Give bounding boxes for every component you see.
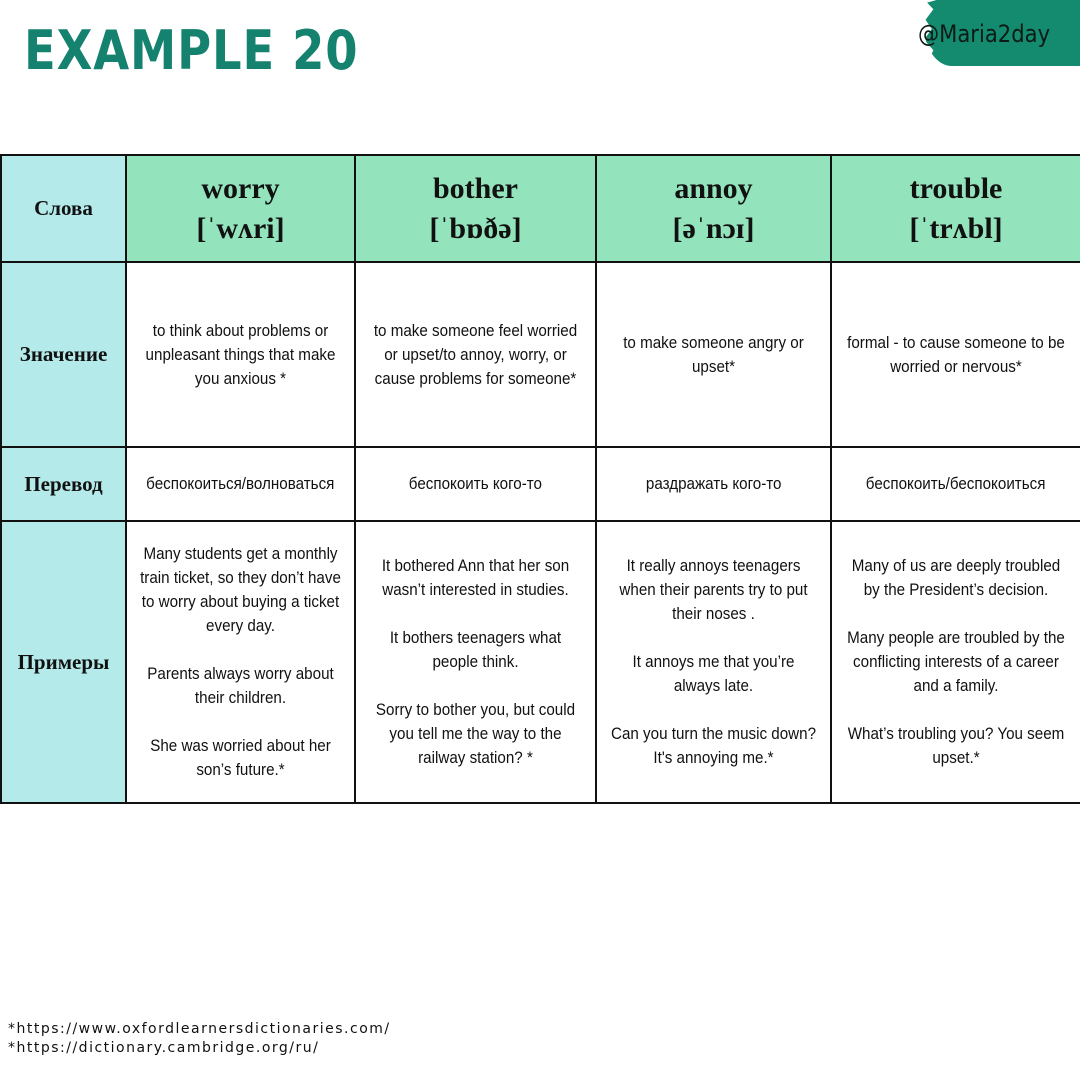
- page-title: EXAMPLE 20: [24, 19, 359, 82]
- column-transcription: [ˈwʌri]: [196, 211, 285, 245]
- author-handle: @Maria2day: [917, 20, 1050, 48]
- table-cell: [355, 521, 596, 803]
- table-cell: [126, 447, 355, 521]
- column-word: bother: [433, 171, 518, 205]
- column-word: worry: [201, 171, 280, 205]
- table-row-meaning: [1, 262, 1080, 447]
- cell-text: беспокоить кого-то: [408, 475, 543, 493]
- cell-text: It really annoys teenagers when their parents try to put their noses . It annoys me that you’re always late. Can you turn the music down? It's annoying me.*: [610, 557, 817, 767]
- column-header-bother: [355, 155, 596, 262]
- column-transcription: [əˈnɔɪ]: [672, 211, 755, 245]
- table-cell: [596, 447, 831, 521]
- corner-label: Слова: [1, 155, 126, 262]
- cell-text: It bothered Ann that her son wasn’t interested in studies. It bothers teenagers what people think. Sorry to bother you, but could you tell me the way to the railway station? *: [375, 557, 576, 767]
- cell-text: Many students get a monthly train ticket, so they don’t have to worry about buying a ticket every day. Parents always worry about their children. She was worried about her son’s future.*: [140, 545, 341, 779]
- table-row-examples: [1, 521, 1080, 803]
- footnote-cambridge[interactable]: *https://dictionary.cambridge.org/ru/: [8, 1040, 320, 1056]
- row-label-meaning: Значение: [1, 262, 126, 447]
- table-cell: [831, 447, 1080, 521]
- cell-text: Many of us are deeply troubled by the President’s decision. Many people are troubled by the conflicting interests of a career and a family. What’s troubling you? You seem upset.*: [847, 557, 1065, 767]
- footnote-oxford[interactable]: *https://www.oxfordlearnersdictionaries.com/: [8, 1021, 391, 1037]
- cell-text: раздражать кого-то: [645, 475, 782, 493]
- table-cell: [126, 521, 355, 803]
- column-transcription: [ˈbɒðə]: [429, 211, 522, 245]
- table-cell: [831, 262, 1080, 447]
- table-cell: [355, 262, 596, 447]
- cell-text: беспокоиться/волноваться: [146, 475, 335, 493]
- cell-text: беспокоить/беспокоиться: [866, 475, 1046, 493]
- footnotes: [8, 1020, 391, 1058]
- cell-text: formal - to cause someone to be worried or nervous*: [847, 333, 1065, 376]
- column-word: trouble: [909, 171, 1003, 205]
- table-cell: [355, 447, 596, 521]
- column-transcription: [ˈtrʌbl]: [909, 211, 1003, 245]
- cell-text: to make someone angry or upset*: [623, 333, 804, 376]
- column-header-worry: [126, 155, 355, 262]
- row-label-examples: Примеры: [1, 521, 126, 803]
- table-cell: [596, 262, 831, 447]
- row-label-translation: Перевод: [1, 447, 126, 521]
- column-word: annoy: [674, 171, 753, 205]
- vocabulary-table: [0, 154, 1080, 804]
- table-row-translation: [1, 447, 1080, 521]
- table-cell: [596, 521, 831, 803]
- column-header-trouble: [831, 155, 1080, 262]
- cell-text: to think about problems or unpleasant things that make you anxious *: [145, 321, 336, 388]
- cell-text: to make someone feel worried or upset/to annoy, worry, or cause problems for someone*: [373, 321, 578, 388]
- column-header-annoy: [596, 155, 831, 262]
- table-cell: [126, 262, 355, 447]
- table-header-row: [1, 155, 1080, 262]
- table-cell: [831, 521, 1080, 803]
